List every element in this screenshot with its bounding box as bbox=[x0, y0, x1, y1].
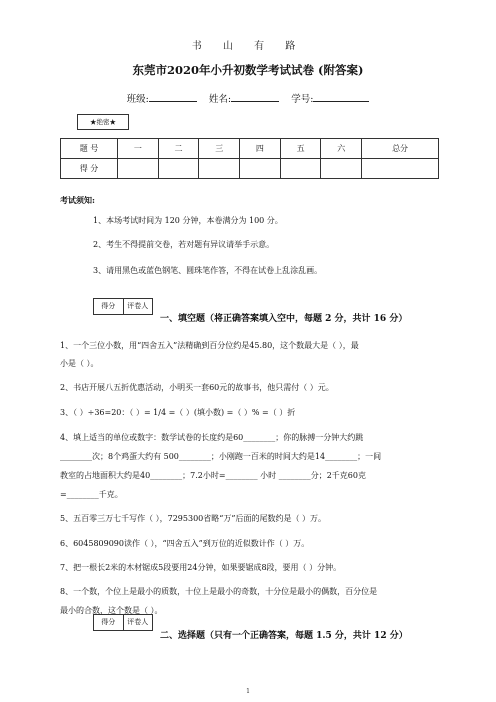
question-2: 2、书店开展八五折优惠活动，小明买一套60元的故事书，他只需付（ ）元。 bbox=[60, 383, 334, 392]
grader-box-score: 得分 bbox=[101, 302, 116, 310]
header-text: 书 山 有 路 bbox=[191, 41, 305, 52]
question-4d: =________千克。 bbox=[60, 490, 123, 499]
grader-box-grader: 评卷人 bbox=[123, 299, 153, 314]
score-input-cell[interactable] bbox=[199, 159, 240, 179]
score-cell: 二 bbox=[158, 139, 199, 159]
question-4c: 教室的占地面积大约是40________；7.2小时=________ 小时 ________分；2千克60克 bbox=[60, 471, 366, 480]
score-cell: 五 bbox=[280, 139, 321, 159]
notice-item: 3、请用黑色或蓝色钢笔、圆珠笔作答，不得在试卷上乱涂乱画。 bbox=[93, 266, 323, 275]
score-input-cell[interactable] bbox=[362, 159, 439, 179]
confidential-seal: ★绝密★ bbox=[77, 114, 129, 130]
score-cell: 三 bbox=[199, 139, 240, 159]
class-label: 班级: bbox=[126, 94, 149, 105]
id-field[interactable] bbox=[313, 92, 369, 102]
name-label: 姓名: bbox=[208, 94, 232, 105]
question-1a: 1、一个三位小数，用“四舍五入”法精确到百分位约是45.80，这个数最大是（ ），最 bbox=[60, 341, 359, 350]
score-cell: 一 bbox=[118, 139, 159, 159]
grader-box-score: 得分 bbox=[101, 618, 116, 626]
id-label: 学号: bbox=[291, 94, 314, 105]
score-input-cell[interactable] bbox=[158, 159, 199, 179]
question-8a: 8、一个数，个位上是最小的质数，十位上是最小的奇数，十分位是最小的偶数，百分位是 bbox=[60, 587, 378, 596]
score-input-cell[interactable] bbox=[240, 159, 281, 179]
question-4a: 4、填上适当的单位或数字：数学试卷的长度约是60________；你的脉搏一分钟大约跳 bbox=[60, 433, 364, 442]
question-3: 3、（ ）÷36=20：（ ）= 1/4 =（ ）(填小数) =（ ）% =（ ）折 bbox=[60, 408, 296, 417]
section1-heading: 一、填空题（将正确答案填入空中，每题 2 分，共计 16 分） bbox=[160, 314, 408, 324]
grader-box bbox=[93, 298, 153, 315]
student-info-line bbox=[0, 91, 496, 105]
question-8b: 最小的合数，这个数是（ ）。 bbox=[60, 606, 163, 615]
score-input-cell[interactable] bbox=[118, 159, 159, 179]
grader-box-grader: 评卷人 bbox=[123, 615, 153, 630]
section2-heading: 二、选择题（只有一个正确答案，每题 1.5 分，共计 12 分） bbox=[160, 631, 408, 641]
page-number: 1 bbox=[246, 688, 250, 695]
question-5: 5、五百零三万七千写作（ ），7295300省略“万”后面的尾数约是（ ）万。 bbox=[60, 514, 326, 523]
score-table bbox=[60, 138, 439, 179]
score-input-cell[interactable] bbox=[280, 159, 321, 179]
name-field[interactable] bbox=[231, 92, 279, 102]
notice-item: 2、考生不得提前交卷，若对题有异议请举手示意。 bbox=[93, 240, 275, 249]
score-cell: 总分 bbox=[362, 139, 439, 159]
question-4b: ________次；8个鸡蛋大约有 500________；小刚跑一百米的时间大约是14________；一间 bbox=[60, 452, 382, 461]
exam-title: 东莞市2020年小升初数学考试试卷 (附答案) bbox=[132, 63, 364, 77]
class-field[interactable] bbox=[149, 92, 197, 102]
score-cell: 题 号 bbox=[61, 139, 118, 159]
notice-item: 1、本场考试时间为 120 分钟，本卷满分为 100 分。 bbox=[93, 216, 283, 225]
score-cell: 四 bbox=[240, 139, 281, 159]
notice-title: 考试须知: bbox=[60, 195, 95, 205]
grader-box bbox=[93, 614, 153, 631]
question-7: 7、把一根长2米的木材锯成5段要用24分钟，如果要锯成8段，要用（ ）分钟。 bbox=[60, 563, 342, 572]
score-table-score-row bbox=[61, 159, 439, 179]
question-6: 6、6045809090读作（ ），“四舍五入”到万位的近似数计作（ ）万。 bbox=[60, 539, 310, 548]
score-cell: 得 分 bbox=[61, 159, 118, 179]
score-cell: 六 bbox=[321, 139, 362, 159]
question-1b: 小是（ ）。 bbox=[60, 359, 99, 368]
score-table-header-row bbox=[61, 139, 439, 159]
score-input-cell[interactable] bbox=[321, 159, 362, 179]
